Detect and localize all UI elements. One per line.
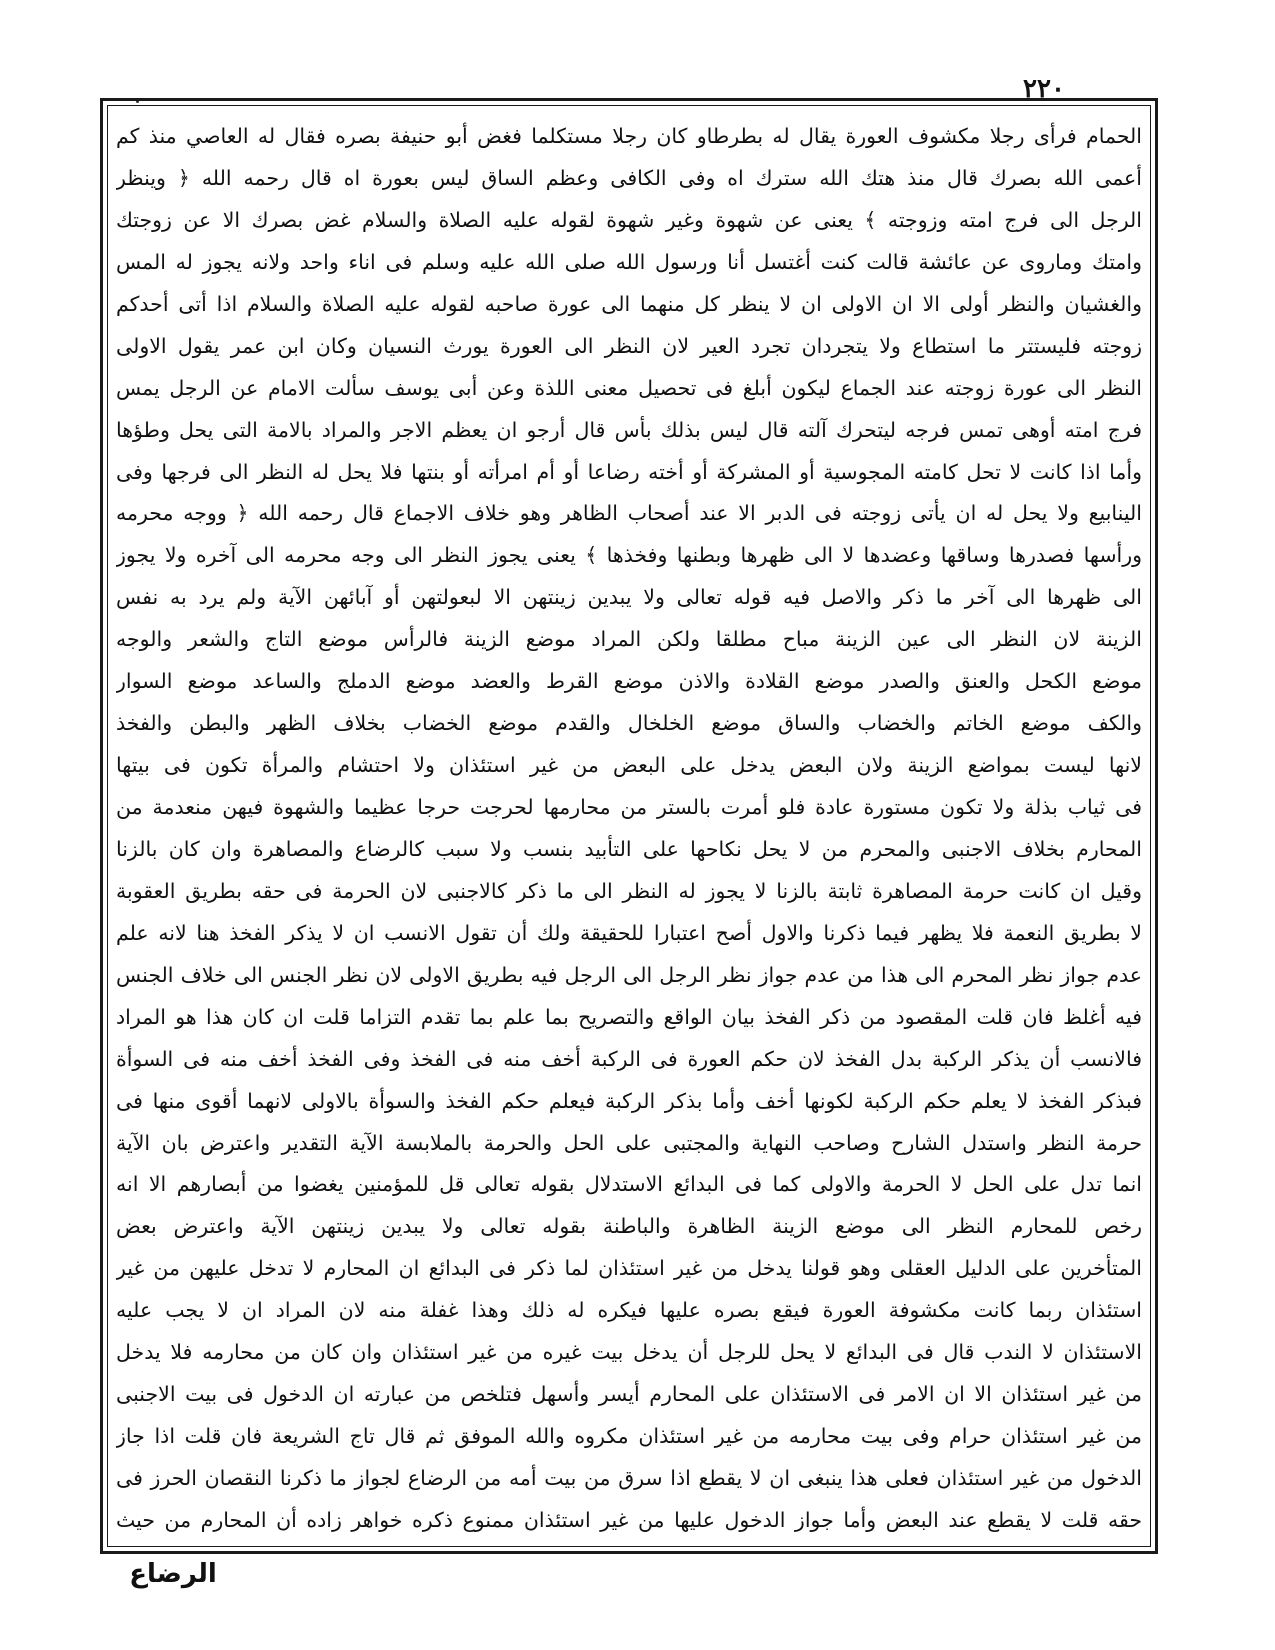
text-line: الرجل الى فرج امته وزوجته ﴾ يعنى عن شهوة وغير شهوة لقوله عليه الصلاة والسلام غض بصرك الا عن زوجتك	[116, 207, 1142, 232]
text-line: فالانسب أن يذكر الركبة بدل الفخذ لان حكم العورة فى الركبة أخف منه فى الفخذ وفى الفخذ أخف منه فى السوأة	[116, 1046, 1142, 1071]
text-line: الينابيع ولا يحل له ان يأتى زوجته فى الدبر الا عند أصحاب الظاهر وهو خلاف الاجماع قال رحمه الله ﴿ ووجه محرمه	[116, 501, 1142, 526]
text-line: المتأخرين على الدليل العقلى وهو قولنا يدخل من غير استئذان لما ذكر فى البدائع ان المحارم لا تدخل عليهن من غير	[116, 1256, 1142, 1281]
text-line: موضع الكحل والعنق والصدر موضع القلادة والاذن موضع القرط والعضد موضع الدملج والساعد موضع السوار	[116, 669, 1142, 694]
page-number: ٢٢٠	[1023, 74, 1065, 104]
text-line: فيه أغلظ فان قلت المقصود من ذكر الفخذ بيان الواقع والتصريح بما علم بما تقدم التزاما قلت ان كان هذا هو المراد	[116, 1004, 1142, 1029]
text-line: استئذان ربما كانت مكشوفة العورة فيقع بصره عليها فيكره له ذلك وهذا غفلة منه لان المراد ان لا يجب عليه	[116, 1298, 1142, 1323]
text-line: وأما اذا كانت لا تحل كامته المجوسية أو المشركة أو أخته رضاعا أو أم امرأته أو بنتها فلا يحل له النظر الى فرجها وفى	[116, 459, 1142, 484]
text-line: فبذكر الفخذ لا يعلم حكم الركبة لكونها أخف وأما بذكر الركبة فيعلم حكم الفخذ والسوأة بالاولى لانهما أقوى منها فى	[116, 1088, 1142, 1113]
text-line: حقه قلت لا يقطع عند البعض وأما جواز الدخول عليها من غير استئذان ممنوع ذكره خواهر زاده أن المحارم من حيث	[116, 1508, 1142, 1532]
text-line: لا بطريق النعمة فلا يظهر فيما ذكرنا والاول أصح اعتبارا للحقيقة ولك أن تقول الانسب ان لا يذكر الفخذ هنا لانه علم	[116, 920, 1142, 945]
text-line: النظر الى عورة زوجته عند الجماع ليكون أبلغ فى تحصيل معنى اللذة وعن أبى يوسف سألت الامام عن الرجل يمس	[116, 375, 1142, 400]
text-line: الى ظهرها الى آخر ما ذكر والاصل فيه قوله تعالى ولا يبدين زينتهن الا لبعولتهن أو آبائهن الآية ولم يرد به نفس	[116, 585, 1142, 610]
text-line: انما تدل على الحل لا الحرمة والاولى كما فى البدائع الاستدلال بقوله تعالى قل للمؤمنين يغضوا من أبصارهم الا انه	[116, 1172, 1142, 1197]
text-line: والغشيان والنظر أولى الا ان الاولى ان لا ينظر كل منهما الى عورة صاحبه لقوله عليه الصلاة والسلام اذا أتى أحدكم	[116, 291, 1142, 316]
text-line: من غير استئذان الا ان الامر فى الاستئذان على المحارم أيسر وأسهل فتلخص من عبارته ان الدخول فى بيت الاجنبى	[116, 1382, 1142, 1407]
text-line: زوجته فليستتر ما استطاع ولا يتجردان تجرد العير لان النظر الى العورة يورث النسيان وكان ابن عمر يقول الاولى	[116, 333, 1142, 358]
text-line: ورأسها فصدرها وساقها وعضدها لا الى ظهرها وبطنها وفخذها ﴾ يعنى يجوز النظر الى وجه محرمه الى آخره ولا يجوز	[116, 543, 1142, 568]
text-line: وامتك وماروى عن عائشة قالت كنت أغتسل أنا ورسول الله صلى الله عليه وسلم فى اناء واحد ولانه يجوز له المس	[116, 249, 1142, 274]
text-line: الزينة لان النظر الى عين الزينة مباح مطلقا ولكن المراد موضع الزينة فالرأس موضع التاج والشعر والوجه	[116, 627, 1142, 652]
text-line: وقيل ان كانت حرمة المصاهرة ثابتة بالزنا لا يجوز له النظر الى ما ذكر كالاجنبى لان الحرمة فى حقه بطريق العقوبة	[116, 878, 1142, 903]
text-line: أعمى الله بصرك قال منذ هتك الله سترك اه وفى الكافى وعظم الساق ليس بعورة اه قال رحمه الله ﴿ وينظر	[116, 165, 1142, 190]
text-line: من غير استئذان حرام وفى بيت محارمه من غير استئذان مكروه والله الموفق ثم قال تاج الشريعة فان قلت اذا جاز	[116, 1424, 1142, 1449]
catchword: الرضاع	[129, 1559, 217, 1589]
text-line: عدم جواز نظر المحرم الى هذا من عدم جواز نظر الرجل الى الرجل فيه بطريق الاولى لان نظر الجنس الى خلاف الجنس	[116, 962, 1142, 987]
text-line: لانها ليست بمواضع الزينة ولان البعض يدخل على البعض من غير استئذان ولا احتشام والمرأة تكون فى بيتها	[116, 753, 1142, 778]
text-line: فرج امته أوهى تمس فرجه ليتحرك آلته قال ليس بذلك بأس قال أرجو ان يعظم الاجر والمراد بالامة التى يحل وطؤها	[116, 417, 1142, 442]
text-line: والكف موضع الخاتم والخضاب والساق موضع الخلخال والقدم موضع الخضاب بخلاف الظهر والبطن والفخذ	[116, 711, 1142, 736]
text-line: فى ثياب بذلة ولا تكون مستورة عادة فلو أمرت بالستر من محارمها لحرجت حرجا عظيما والشهوة فيهن منعدمة من	[116, 795, 1142, 820]
text-line: الحمام فرأى رجلا مكشوف العورة يقال له بطرطاو كان رجلا مستكلما فغض أبو حنيفة بصره فقال له العاصي منذ كم	[116, 124, 1142, 148]
text-line: حرمة النظر واستدل الشارح وصاحب النهاية والمجتبى على الحل والحرمة بالملابسة الآية التقدير واعترض بان الآية	[116, 1130, 1142, 1155]
text-line: الاستئذان لا الندب قال فى البدائع لا يحل للرجل أن يدخل بيت غيره من غير استئذان وان كان من محارمه فلا يدخل	[116, 1340, 1142, 1365]
text-line: رخص للمحارم النظر الى موضع الزينة الظاهرة والباطنة بقوله تعالى ولا يبدين زينتهن الآية واعترض بعض	[116, 1214, 1142, 1239]
text-block	[116, 116, 1142, 1540]
text-line: المحارم بخلاف الاجنبى والمحرم من لا يحل نكاحها على التأبيد بنسب ولا سبب كالرضاع والمصاهرة وان كان بالزنا	[116, 836, 1142, 861]
text-line: الدخول من غير استئذان فعلى هذا ينبغى ان لا يقطع اذا سرق من بيت أمه من الرضاع لجواز ما ذكرنا النقصان الحرز فى	[116, 1466, 1142, 1491]
